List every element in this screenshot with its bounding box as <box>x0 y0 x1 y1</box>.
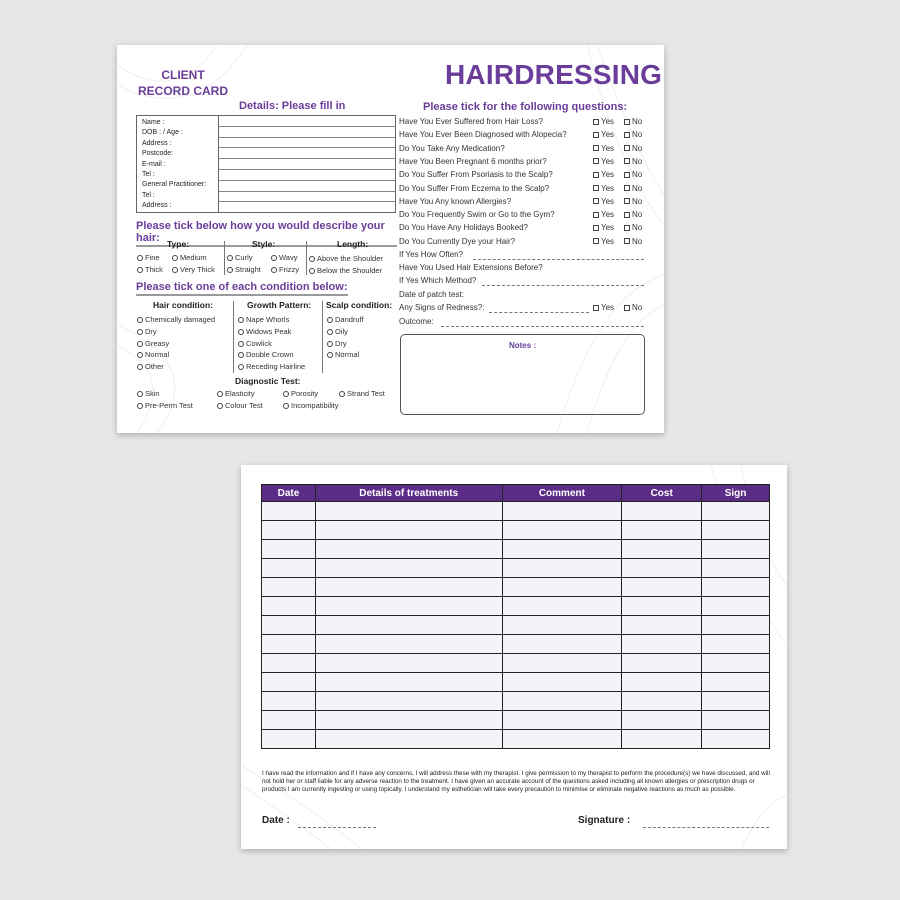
question-yes-checkbox[interactable]: Yes <box>593 223 614 232</box>
diag-incompatibility-option[interactable]: Incompatibility <box>283 401 339 410</box>
table-cell[interactable] <box>622 578 702 597</box>
table-cell[interactable] <box>702 502 770 521</box>
table-cell[interactable] <box>702 635 770 654</box>
table-cell[interactable] <box>262 559 316 578</box>
table-cell[interactable] <box>622 673 702 692</box>
tel-field[interactable] <box>219 170 395 181</box>
radio-icon <box>172 255 178 261</box>
radio-icon <box>238 352 244 358</box>
table-row <box>262 559 770 578</box>
divider <box>224 241 225 275</box>
table-cell[interactable] <box>702 730 770 749</box>
table-cell[interactable] <box>262 654 316 673</box>
question-item: Do You Frequently Swim or Go to the Gym? <box>399 210 555 220</box>
question-item: Have You Ever Been Diagnosed with Alopecia? <box>399 130 567 140</box>
table-cell[interactable] <box>262 711 316 730</box>
question-no-checkbox[interactable]: No <box>624 223 642 232</box>
diag-colour-test-option[interactable]: Colour Test <box>217 401 263 410</box>
checkbox-icon <box>624 158 630 164</box>
length-above-option[interactable]: Above the Shoulder <box>309 254 383 263</box>
diag-strand-test-option[interactable]: Strand Test <box>339 389 385 398</box>
table-cell[interactable] <box>702 578 770 597</box>
checkbox-icon <box>624 172 630 178</box>
table-cell[interactable] <box>502 540 622 559</box>
radio-icon <box>137 341 143 347</box>
checkbox-icon <box>593 145 599 151</box>
table-cell[interactable] <box>502 711 622 730</box>
address-label: Address : <box>142 139 172 147</box>
growth-double-crown-option[interactable]: Double Crown <box>238 350 294 359</box>
radio-icon <box>217 391 223 397</box>
detail-labels <box>137 116 219 212</box>
table-cell[interactable] <box>315 730 502 749</box>
notes-box[interactable] <box>400 334 645 415</box>
table-cell[interactable] <box>622 559 702 578</box>
diag-porosity-option[interactable]: Porosity <box>283 389 318 398</box>
table-cell[interactable] <box>315 673 502 692</box>
radio-icon <box>137 317 143 323</box>
table-cell[interactable] <box>502 502 622 521</box>
growth-nape-whorls-option[interactable]: Nape Whorls <box>238 315 289 324</box>
followup-how-often: If Yes How Often? <box>399 250 464 259</box>
table-cell[interactable] <box>315 559 502 578</box>
gp-tel-field[interactable] <box>219 192 395 203</box>
question-no-checkbox[interactable]: No <box>624 197 642 206</box>
checkbox-icon <box>593 158 599 164</box>
diag-skin-option[interactable]: Skin <box>137 389 160 398</box>
hair-chemically-damaged-option[interactable]: Chemically damaged <box>137 315 215 324</box>
date-column-header: Date <box>262 485 316 502</box>
outcome-label: Outcome: <box>399 317 434 326</box>
table-cell[interactable] <box>262 521 316 540</box>
table-row <box>262 635 770 654</box>
back-card <box>241 465 787 849</box>
describe-hair-heading: Please tick below how you would describe your hair: <box>136 220 397 247</box>
table-cell[interactable] <box>315 521 502 540</box>
radio-icon <box>137 403 143 409</box>
table-row <box>262 654 770 673</box>
checkbox-icon <box>624 212 630 218</box>
postcode-field[interactable] <box>219 148 395 159</box>
radio-icon <box>309 268 315 274</box>
table-cell[interactable] <box>262 597 316 616</box>
followup-which-method: If Yes Which Method? <box>399 276 477 285</box>
tel-label: Tel : <box>142 170 155 178</box>
table-cell[interactable] <box>262 673 316 692</box>
radio-icon <box>238 317 244 323</box>
hair-greasy-option[interactable]: Greasy <box>137 339 169 348</box>
checkbox-icon <box>624 198 630 204</box>
checkbox-icon <box>593 132 599 138</box>
table-cell[interactable] <box>622 521 702 540</box>
radio-icon <box>137 267 143 273</box>
table-cell[interactable] <box>502 578 622 597</box>
diagnostic-test-header: Diagnostic Test: <box>235 376 301 386</box>
sign-column-header: Sign <box>702 485 770 502</box>
table-cell[interactable] <box>702 654 770 673</box>
table-row <box>262 597 770 616</box>
style-straight-option[interactable]: Straight <box>227 265 261 274</box>
checkbox-icon <box>593 225 599 231</box>
radio-icon <box>339 391 345 397</box>
gp-label: General Practitioner: <box>142 181 207 189</box>
table-cell[interactable] <box>315 654 502 673</box>
style-frizzy-option[interactable]: Frizzy <box>271 265 299 274</box>
which-method-field[interactable] <box>482 285 644 286</box>
table-cell[interactable] <box>622 616 702 635</box>
radio-icon <box>238 341 244 347</box>
followup-extensions: Have You Used Hair Extensions Before? <box>399 263 543 272</box>
gp-tel-label: Tel : <box>142 191 155 199</box>
table-cell[interactable] <box>702 540 770 559</box>
table-cell[interactable] <box>702 597 770 616</box>
hair-other-option[interactable]: Other <box>137 362 164 371</box>
divider <box>322 301 323 373</box>
question-item: Do You Have Any Holidays Booked? <box>399 223 528 233</box>
question-yes-checkbox[interactable]: Yes <box>593 197 614 206</box>
how-often-field[interactable] <box>473 259 644 260</box>
table-cell[interactable] <box>702 559 770 578</box>
question-no-checkbox[interactable]: No <box>624 117 642 126</box>
table-row <box>262 711 770 730</box>
table-cell[interactable] <box>315 692 502 711</box>
question-yes-checkbox[interactable]: Yes <box>593 144 614 153</box>
table-cell[interactable] <box>702 673 770 692</box>
radio-icon <box>283 403 289 409</box>
hair-condition-header: Hair condition: <box>153 300 213 310</box>
divider <box>306 241 307 275</box>
dob-age-label: DOB : / Age : <box>142 129 183 137</box>
hair-normal-option[interactable]: Normal <box>137 350 169 359</box>
type-very-thick-option[interactable]: Very Thick <box>172 265 215 274</box>
style-header: Style: <box>252 239 276 249</box>
date-label: Date : <box>262 815 290 826</box>
scalp-dry-option[interactable]: Dry <box>327 339 347 348</box>
length-below-option[interactable]: Below the Shoulder <box>309 266 382 275</box>
table-cell[interactable] <box>262 540 316 559</box>
question-yes-checkbox[interactable]: Yes <box>593 237 614 246</box>
cost-column-header: Cost <box>622 485 702 502</box>
table-row <box>262 521 770 540</box>
table-row <box>262 730 770 749</box>
radio-icon <box>283 391 289 397</box>
email-field[interactable] <box>219 159 395 170</box>
table-cell[interactable] <box>262 616 316 635</box>
question-no-checkbox[interactable]: No <box>624 237 642 246</box>
redness-no[interactable]: No <box>624 303 642 312</box>
postcode-label: Postcode: <box>142 150 174 158</box>
question-item: Have You Ever Suffered from Hair Loss? <box>399 117 543 126</box>
radio-icon <box>271 267 277 273</box>
comment-column-header: Comment <box>502 485 622 502</box>
checkbox-icon <box>624 145 630 151</box>
table-cell[interactable] <box>262 578 316 597</box>
diag-pre-perm-option[interactable]: Pre-Perm Test <box>137 401 193 410</box>
table-cell[interactable] <box>502 597 622 616</box>
scalp-oily-option[interactable]: Oily <box>327 327 348 336</box>
redness-yes[interactable]: Yes <box>593 303 614 312</box>
radio-icon <box>137 352 143 358</box>
growth-receding-hairline-option[interactable]: Receding Hairline <box>238 362 305 371</box>
treatment-table <box>261 484 770 749</box>
table-cell[interactable] <box>315 711 502 730</box>
question-no-checkbox[interactable]: No <box>624 157 642 166</box>
checkbox-icon <box>624 238 630 244</box>
question-item: Do You Take Any Medication? <box>399 143 505 153</box>
table-cell[interactable] <box>262 502 316 521</box>
table-cell[interactable] <box>702 521 770 540</box>
condition-heading: Please tick one of each condition below: <box>136 281 348 296</box>
radio-icon <box>271 255 277 261</box>
checkbox-icon <box>593 198 599 204</box>
checkbox-icon <box>624 225 630 231</box>
table-cell[interactable] <box>262 635 316 654</box>
table-cell[interactable] <box>622 654 702 673</box>
gp-address-label: Address : <box>142 202 172 210</box>
name-field[interactable] <box>219 116 395 127</box>
table-cell[interactable] <box>622 597 702 616</box>
table-row <box>262 502 770 521</box>
growth-widows-peak-option[interactable]: Widows Peak <box>238 327 291 336</box>
outcome-field[interactable] <box>441 326 644 327</box>
type-header: Type: <box>167 239 190 249</box>
table-cell[interactable] <box>315 597 502 616</box>
question-item: Do You Currently Dye your Hair? <box>399 236 516 246</box>
question-no-checkbox[interactable]: No <box>624 184 642 193</box>
type-fine-option[interactable]: Fine <box>137 253 160 262</box>
signature-field[interactable] <box>643 827 769 828</box>
table-row <box>262 673 770 692</box>
question-yes-checkbox[interactable]: Yes <box>593 184 614 193</box>
redness-field[interactable] <box>489 312 589 313</box>
gp-field[interactable] <box>219 181 395 192</box>
dob-field[interactable] <box>219 127 395 138</box>
table-cell[interactable] <box>702 616 770 635</box>
radio-icon <box>238 329 244 335</box>
scalp-dandruff-option[interactable]: Dandruff <box>327 315 364 324</box>
table-row <box>262 616 770 635</box>
checkbox-icon <box>593 172 599 178</box>
checkbox-icon <box>593 238 599 244</box>
gp-address-field[interactable] <box>219 202 395 213</box>
table-cell[interactable] <box>702 711 770 730</box>
radio-icon <box>327 329 333 335</box>
table-cell[interactable] <box>622 540 702 559</box>
details-heading: Details: Please fill in <box>239 100 346 112</box>
question-item: Do You Suffer From Psoriasis to the Scalp? <box>399 170 553 180</box>
redness-question: Any Signs of Redness?: <box>399 303 485 312</box>
table-cell[interactable] <box>315 540 502 559</box>
address-field[interactable] <box>219 138 395 149</box>
questions-heading: Please tick for the following questions: <box>423 101 628 113</box>
checkbox-icon <box>624 132 630 138</box>
table-cell[interactable] <box>502 559 622 578</box>
table-cell[interactable] <box>315 578 502 597</box>
front-card <box>117 45 664 433</box>
radio-icon <box>327 352 333 358</box>
question-yes-checkbox[interactable]: Yes <box>593 117 614 126</box>
table-cell[interactable] <box>502 654 622 673</box>
table-cell[interactable] <box>502 692 622 711</box>
question-no-checkbox[interactable]: No <box>624 170 642 179</box>
table-cell[interactable] <box>502 730 622 749</box>
table-cell[interactable] <box>502 635 622 654</box>
table-cell[interactable] <box>502 521 622 540</box>
radio-icon <box>137 364 143 370</box>
client-record-card-title: CLIENT RECORD CARD <box>138 68 228 98</box>
email-label: E-mail : <box>142 160 166 168</box>
radio-icon <box>137 255 143 261</box>
table-row <box>262 540 770 559</box>
question-yes-checkbox[interactable]: Yes <box>593 157 614 166</box>
question-yes-checkbox[interactable]: Yes <box>593 170 614 179</box>
scalp-normal-option[interactable]: Normal <box>327 350 359 359</box>
table-cell[interactable] <box>622 730 702 749</box>
radio-icon <box>327 341 333 347</box>
hair-dry-option[interactable]: Dry <box>137 327 157 336</box>
checkbox-icon <box>624 305 630 311</box>
table-cell[interactable] <box>622 635 702 654</box>
table-cell[interactable] <box>702 692 770 711</box>
date-signature-field[interactable] <box>298 827 376 828</box>
radio-icon <box>327 317 333 323</box>
question-yes-checkbox[interactable]: Yes <box>593 210 614 219</box>
table-row <box>262 578 770 597</box>
table-cell[interactable] <box>315 502 502 521</box>
table-cell[interactable] <box>622 692 702 711</box>
diag-elasticity-option[interactable]: Elasticity <box>217 389 255 398</box>
table-row <box>262 692 770 711</box>
radio-icon <box>227 267 233 273</box>
followup-patch-test-date: Date of patch test: <box>399 290 464 299</box>
length-header: Length: <box>337 239 369 249</box>
question-yes-checkbox[interactable]: Yes <box>593 130 614 139</box>
table-cell[interactable] <box>315 635 502 654</box>
question-item: Do You Suffer From Eczema to the Scalp? <box>399 183 550 193</box>
question-no-checkbox[interactable]: No <box>624 130 642 139</box>
question-no-checkbox[interactable]: No <box>624 210 642 219</box>
client-details-form <box>136 115 396 213</box>
checkbox-icon <box>593 305 599 311</box>
radio-icon <box>137 391 143 397</box>
checkbox-icon <box>593 185 599 191</box>
style-curly-option[interactable]: Curly <box>227 253 253 262</box>
question-item: Have You Any known Allergies? <box>399 196 512 206</box>
checkbox-icon <box>624 119 630 125</box>
growth-pattern-header: Growth Pattern: <box>247 300 312 310</box>
table-header-row <box>262 485 770 502</box>
radio-icon <box>137 329 143 335</box>
radio-icon <box>227 255 233 261</box>
question-no-checkbox[interactable]: No <box>624 144 642 153</box>
hairdressing-title: HAIRDRESSING <box>445 59 663 90</box>
growth-cowlick-option[interactable]: Cowlick <box>238 339 272 348</box>
table-cell[interactable] <box>622 711 702 730</box>
signature-label: Signature : <box>578 815 631 826</box>
type-thick-option[interactable]: Thick <box>137 265 163 274</box>
checkbox-icon <box>624 185 630 191</box>
question-item: Have You Been Pregnant 6 months prior? <box>399 156 547 166</box>
radio-icon <box>309 256 315 262</box>
notes-label: Notes : <box>508 341 537 350</box>
radio-icon <box>217 403 223 409</box>
checkbox-icon <box>593 119 599 125</box>
divider <box>233 301 234 373</box>
details-column-header: Details of treatments <box>315 485 502 502</box>
style-wavy-option[interactable]: Wavy <box>271 253 297 262</box>
table-cell[interactable] <box>315 616 502 635</box>
table-cell[interactable] <box>622 502 702 521</box>
table-body <box>262 502 770 749</box>
table-cell[interactable] <box>262 730 316 749</box>
scalp-condition-header: Scalp condition: <box>326 300 393 310</box>
table-cell[interactable] <box>502 616 622 635</box>
table-cell[interactable] <box>262 692 316 711</box>
table-cell[interactable] <box>502 673 622 692</box>
detail-input-lines[interactable] <box>219 116 395 212</box>
radio-icon <box>172 267 178 273</box>
type-medium-option[interactable]: Medium <box>172 253 207 262</box>
name-label: Name : <box>142 119 165 126</box>
checkbox-icon <box>593 212 599 218</box>
consent-disclaimer: I have read the information and if I have any concerns, I will address these with my therapist. I give permission to my therapist to perform the procedure(s) we have discussed, and will not hold her or staff liable for any adverse reaction to the treatment. I have given an accurate account of the questions asked including all known allergies or prescription drugs or products I am currently ingesting or using topically. I understand my esthetician will take every precaution to minimise or eliminate negative reactions as much as possible. <box>262 770 770 794</box>
radio-icon <box>238 364 244 370</box>
